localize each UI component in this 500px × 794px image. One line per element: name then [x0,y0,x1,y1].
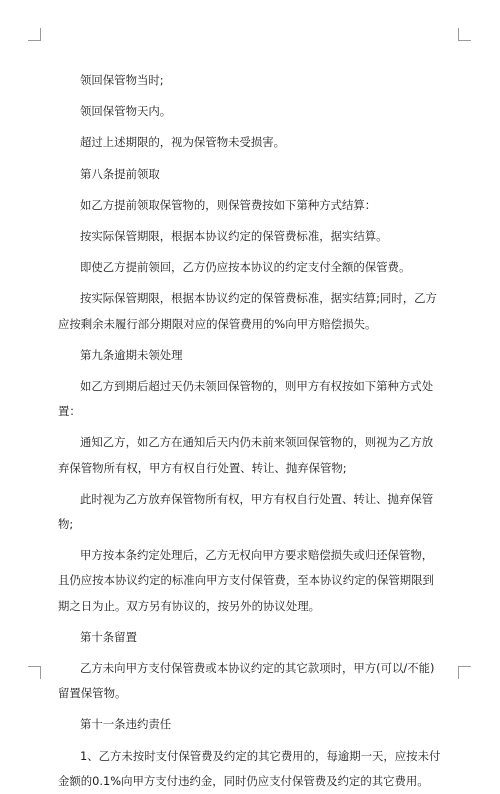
paragraph: 按实际保管期限，根据本协议约定的保管费标准，据实结算。 [80,229,388,244]
paragraph: 甲方按本条约定处理后，乙方无权向甲方要求赔偿损失或归还保管物，且仍应按本协议约定的标准向甲方支付保管费，至本协议约定的保管期限到期之日为止。双方另有协议的，按另外的协议处理。 [58,548,434,613]
paragraph: 如乙方提前领取保管物的，则保管费按如下第种方式结算： [80,197,377,212]
section-heading: 第八条提前领取 [80,166,160,181]
paragraph: 领回保管物当时; [80,73,164,87]
paragraph: 即使乙方提前领回，乙方仍应按本协议的约定支付全额的保管费。 [80,260,411,275]
crop-mark-top-left [28,28,41,41]
paragraph: 1、乙方未按时支付保管费及约定的其它费用的，每逾期一天，应按未付金额的0.1%向甲方支付违约金，同时仍应支付保管费及约定的其它费用。 [58,748,441,788]
section-heading: 第十一条违约责任 [80,717,172,732]
crop-mark-bottom-left [28,666,41,679]
crop-mark-top-right [458,28,471,41]
section-heading: 第十条留置 [80,629,137,644]
crop-mark-bottom-right [458,666,471,679]
document-body [58,68,442,794]
paragraph: 领回保管物天内。 [80,104,172,119]
paragraph: 乙方未向甲方支付保管费或本协议约定的其它款项时，甲方(可以/不能)留置保管物。 [58,661,435,701]
paragraph: 通知乙方，如乙方在通知后天内仍未前来领回保管物的，则视为乙方放弃保管物所有权，甲方有权自行处置、转让、抛弃保管物; [58,435,434,475]
paragraph: 按实际保管期限，根据本协议约定的保管费标准，据实结算;同时，乙方应按剩余未履行部分期限对应的保管费用的%向甲方赔偿损失。 [58,291,437,331]
paragraph: 此时视为乙方放弃保管物所有权，甲方有权自行处置、转让、抛弃保管物; [58,491,434,532]
paragraph: 超过上述期限的，视为保管物未受损害。 [80,135,286,150]
paragraph: 如乙方到期后超过天仍未领回保管物的，则甲方有权按如下第种方式处置： [58,379,434,419]
section-heading: 第九条逾期未领处理 [80,347,183,362]
